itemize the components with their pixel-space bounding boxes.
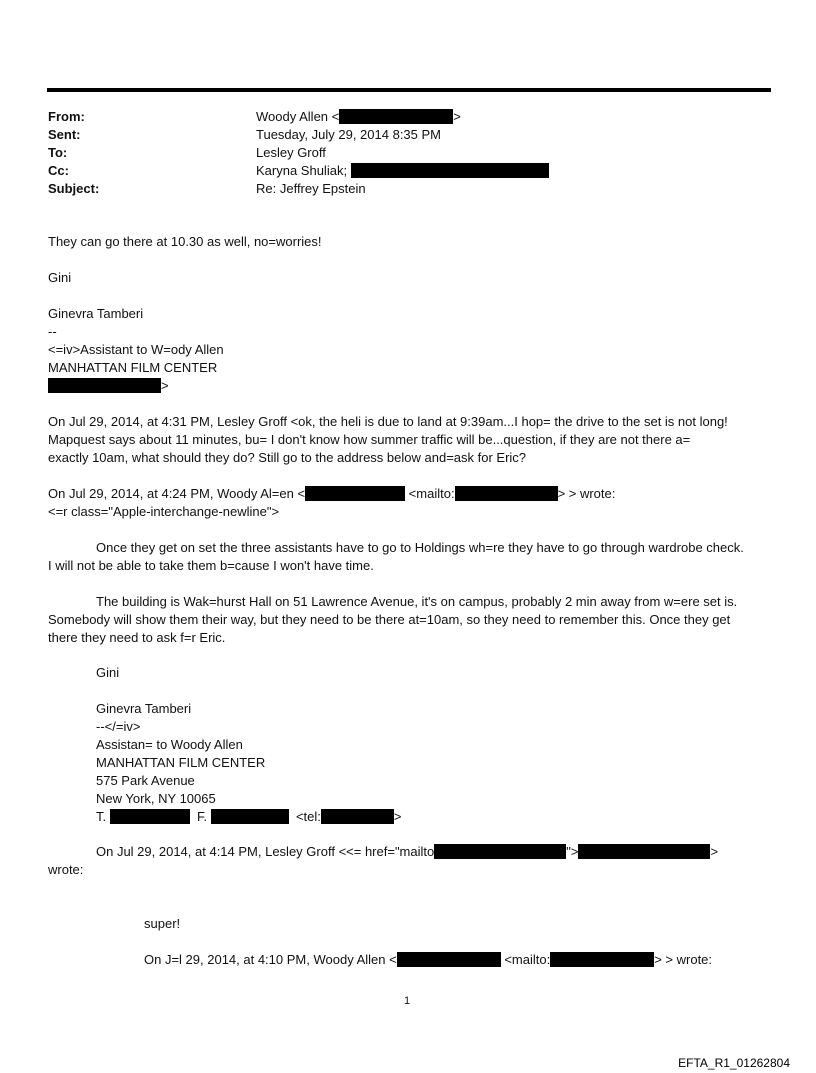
subject-label: Subject: [48, 181, 100, 196]
phone-label: T. [96, 809, 107, 824]
mailto-text: <mailto: [504, 952, 551, 967]
redaction-box [48, 378, 161, 393]
signature-name: Ginevra Tamberi [48, 306, 144, 321]
quote-header-line [48, 485, 615, 503]
mailto-text: <mailto: [408, 486, 455, 501]
from-label: From: [48, 109, 85, 124]
signature-street: 575 Park Avenue [96, 773, 195, 788]
subject-row [48, 180, 768, 198]
redaction-box [550, 952, 654, 967]
from-row [48, 108, 768, 126]
body-line: They can go there at 10.30 as well, no=worries! [48, 234, 322, 249]
paragraph-line: The building is Wak=hurst Hall on 51 Lawrence Avenue, it's on campus, probably 2 min away from w=ere set is. [96, 594, 738, 609]
paragraph-line: Once they get on set the three assistants have to go to Holdings wh=re they have to go through wardrobe check. [96, 540, 744, 555]
quoted-message-4 [144, 951, 712, 969]
signature-block [96, 700, 402, 826]
quote-line: Mapquest says about 11 minutes, bu= I don't know how summer traffic will be...question, if they are not there a= [48, 432, 691, 447]
quote-prefix: On Jul 29, 2014, at 4:14 PM, Lesley Groff <<= href="mailto [96, 844, 435, 859]
top-rule [47, 88, 771, 92]
redaction-box [321, 809, 394, 824]
quote-prefix: On Jul 29, 2014, at 4:24 PM, Woody Al=en < [48, 486, 306, 501]
tel-text: <tel: [295, 809, 321, 824]
tel-close: > [393, 809, 402, 824]
page-number: 1 [404, 995, 411, 1007]
quote-suffix: > > wrote: [654, 952, 713, 967]
quoted-message-1 [48, 413, 728, 467]
signature-title: Assistan= to Woody Allen [96, 737, 243, 752]
quote-prefix: On J=l 29, 2014, at 4:10 PM, Woody Allen < [144, 952, 397, 967]
from-value [256, 108, 461, 126]
subject-value: Re: Jeffrey Epstein [256, 181, 366, 196]
redaction-box [305, 486, 405, 501]
signature-title: <=iv>Assistant to W=ody Allen [48, 342, 224, 357]
signature-close: > [161, 378, 169, 393]
paragraph-line: there they need to ask f=r Eric. [48, 630, 226, 645]
to-label: To: [48, 145, 68, 160]
quote-line: exactly 10am, what should they do? Still go to the address below and=ask for Eric? [48, 450, 527, 465]
cc-row [48, 162, 768, 180]
signature-dash: -- [48, 324, 57, 339]
signature-name: Ginevra Tamberi [96, 701, 192, 716]
sent-row [48, 126, 768, 144]
wrote-text: wrote: [48, 862, 84, 877]
redaction-box [578, 844, 710, 859]
paragraph-line: Somebody will show them their way, but they need to be there at=10am, so they need to remember this. Once they get [48, 612, 731, 627]
signature-dash: --</=iv> [96, 719, 141, 734]
cc-name: Karyna Shuliak; [256, 163, 348, 178]
redaction-box [351, 163, 549, 178]
quote-line: On Jul 29, 2014, at 4:31 PM, Lesley Groff <ok, the heli is due to land at 9:39am...I hop= the drive to the set is not long! [48, 414, 728, 429]
from-name: Woody Allen < [256, 109, 340, 124]
signature-company: MANHATTAN FILM CENTER [96, 755, 266, 770]
redaction-box [339, 109, 453, 124]
quote-mid: "> [566, 844, 579, 859]
to-value: Lesley Groff [256, 145, 326, 160]
quoted-message-2 [48, 485, 615, 521]
redaction-box [110, 809, 190, 824]
redaction-box [211, 809, 289, 824]
quote-close: > [710, 844, 719, 859]
quote-line: <=r class="Apple-interchange-newline"> [48, 504, 280, 519]
signature-block [48, 305, 224, 395]
paragraph-1 [48, 539, 744, 575]
cc-label: Cc: [48, 163, 69, 178]
redaction-box [434, 844, 566, 859]
to-row [48, 144, 768, 162]
cc-value [256, 162, 549, 180]
signoff-name: Gini [96, 665, 120, 680]
signature-phones [96, 808, 402, 826]
signature-city: New York, NY 10065 [96, 791, 216, 806]
quote-suffix: > > wrote: [557, 486, 616, 501]
sent-value: Tuesday, July 29, 2014 8:35 PM [256, 127, 441, 142]
quoted-message-3 [96, 843, 718, 861]
paragraph-2 [48, 593, 737, 647]
fax-label: F. [196, 809, 208, 824]
signoff-name: Gini [48, 270, 72, 285]
email-header [48, 108, 768, 198]
from-close: > [453, 109, 461, 124]
reply-text: super! [144, 916, 181, 931]
redaction-box [455, 486, 558, 501]
document-id: EFTA_R1_01262804 [678, 1056, 790, 1070]
signature-company: MANHATTAN FILM CENTER [48, 360, 218, 375]
redaction-box [397, 952, 501, 967]
sent-label: Sent: [48, 127, 81, 142]
signature-redacted-line [48, 377, 224, 395]
paragraph-line: I will not be able to take them b=cause I won't have time. [48, 558, 374, 573]
